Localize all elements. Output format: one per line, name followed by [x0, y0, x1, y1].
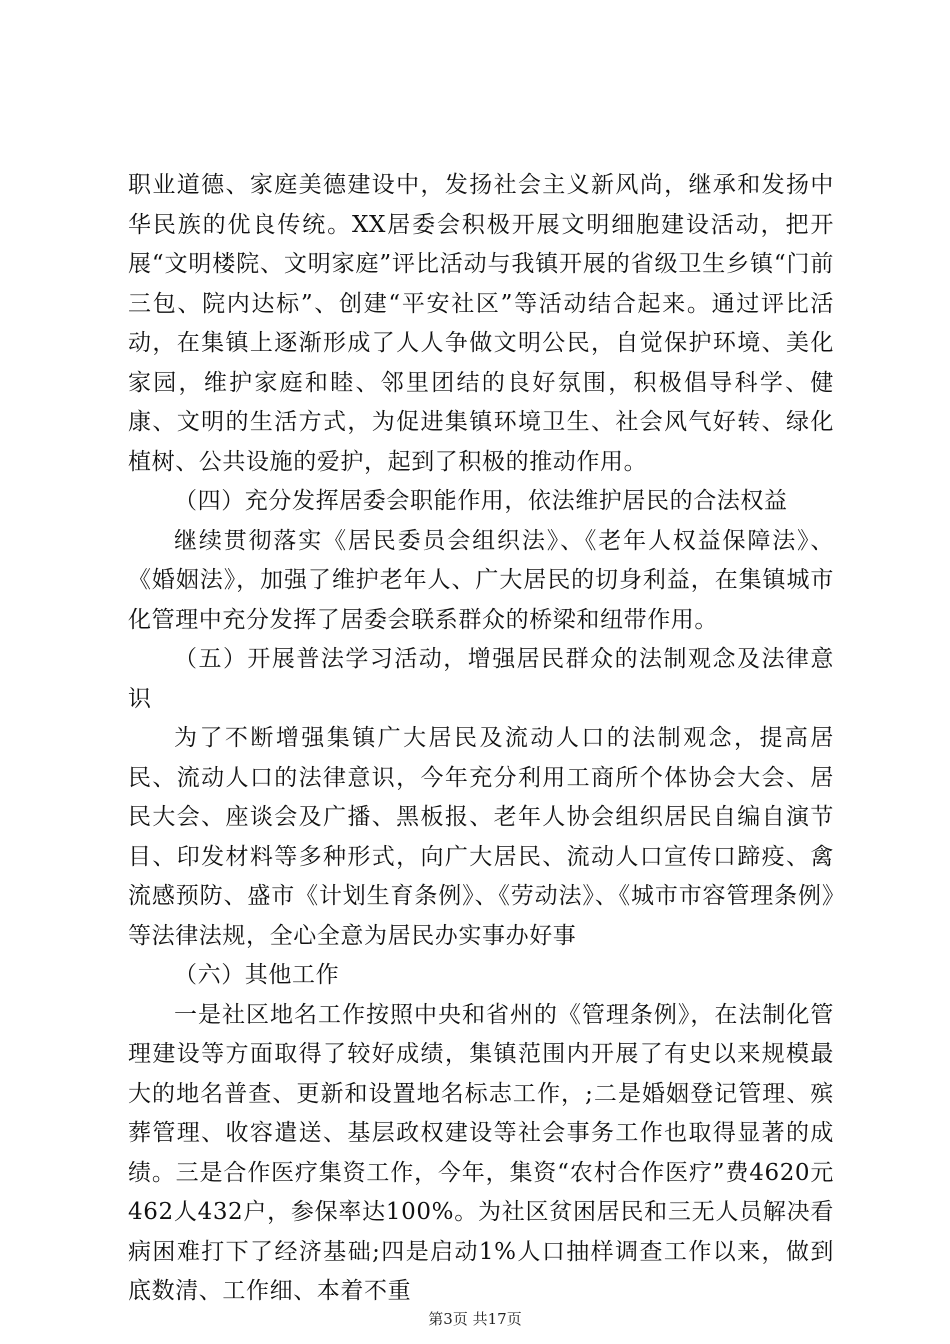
- paragraph-civilization: 职业道德、家庭美德建设中，发扬社会主义新风尚，继承和发扬中华民族的优良传统。XX居委会积极开展文明细胞建设活动，把开展“文明楼院、文明家庭”评比活动与我镇开展的省级卫生乡镇“门前三包、院内达标”、创建“平安社区”等活动结合起来。通过评比活动，在集镇上逐渐形成了人人争做文明公民，自觉保护环境、美化家园，维护家庭和睦、邻里团结的良好氛围，积极倡导科学、健康、文明的生活方式，为促进集镇环境卫生、社会风气好转、绿化植树、公共设施的爱护，起到了积极的推动作用。: [128, 172, 834, 475]
- page-footer: 第3页 共17页: [428, 1310, 522, 1328]
- section-heading-6: （六）其他工作: [174, 962, 340, 988]
- paragraph-legal-education: 为了不断增强集镇广大居民及流动人口的法制观念，提高居民、流动人口的法律意识，今年充分利用工商所个体协会大会、居民大会、座谈会及广播、黑板报、老年人协会组织居民自编自演节目、印发材料等多种形式，向广大居民、流动人口宣传口蹄疫、禽流感预防、盛市《计划生育条例》、《劳动法》、《城市市容管理条例》等法律法规，全心全意为居民办实事办好事: [128, 725, 834, 949]
- section-heading-5: （五）开展普法学习活动，增强居民群众的法制观念及法律意识: [128, 646, 834, 712]
- paragraph-other-work: 一是社区地名工作按照中央和省州的《管理条例》，在法制化管理建设等方面取得了较好成绩，集镇范围内开展了有史以来规模最大的地名普查、更新和设置地名标志工作，;二是婚姻登记管理、殡葬管理、收容遣送、基层政权建设等社会事务工作也取得显著的成绩。三是合作医疗集资工作，今年，集资“农村合作医疗”费4620元462人432户，参保率达100%。为社区贫困居民和三无人员解决看病困难打下了经济基础;四是启动1%人口抽样调查工作以来，做到底数清、工作细、本着不重: [128, 1001, 834, 1304]
- document-body: [128, 166, 834, 1312]
- paragraph-legal-rights: 继续贯彻落实《居民委员会组织法》、《老年人权益保障法》、《婚姻法》，加强了维护老年人、广大居民的切身利益，在集镇城市化管理中充分发挥了居委会联系群众的桥梁和纽带作用。: [128, 527, 834, 633]
- section-heading-4: （四）充分发挥居委会职能作用，依法维护居民的合法权益: [174, 488, 788, 514]
